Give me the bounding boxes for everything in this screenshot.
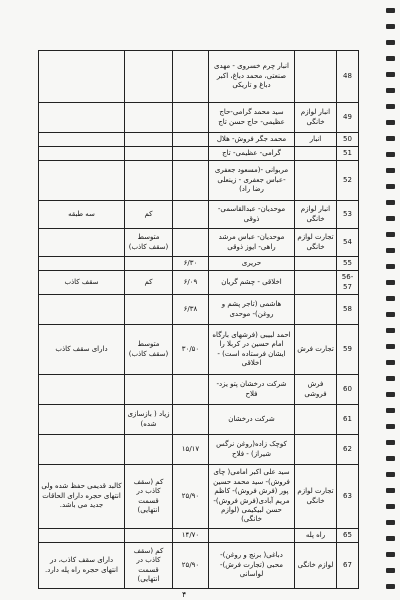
table-row [39,271,359,295]
owner-cell: موحدیان- عباس مرشد راهی- ایوز ذوقی [209,229,295,257]
description-cell [39,161,125,201]
ceiling-cell [125,529,173,543]
ceiling-cell [125,103,173,133]
table-row [39,229,359,257]
place-cell: تجارت فرش [295,325,337,375]
table-row [39,543,359,589]
owner-cell: موحدیان- عبدالقاسمی- ذوقی [209,201,295,229]
table-row [39,295,359,325]
ceiling-cell: کم [125,201,173,229]
owner-cell: دباغی( برنج و روغن)- محبی (تجارت فرش)- لواسانی [209,543,295,589]
place-cell: تجارت لوازم خانگی [295,465,337,529]
shops-table [38,50,359,589]
row-number: 50 [337,133,359,147]
description-cell: دارای سقف کاذب، در انتهای حجره راه پله دارد. [39,543,125,589]
table-row [39,435,359,465]
table-body [39,51,359,589]
place-cell [295,271,337,295]
ceiling-cell [125,295,173,325]
table-row [39,51,359,103]
ceiling-cell [125,257,173,271]
place-cell: فرش فروشی [295,375,337,405]
dimension-cell [173,103,209,133]
row-number: 67 [337,543,359,589]
ceiling-cell [125,51,173,103]
place-cell: لوازم خانگی [295,543,337,589]
row-number: 53 [337,201,359,229]
description-cell [39,435,125,465]
owner-cell: محمد جگر فروش- هلال [209,133,295,147]
place-cell [295,405,337,435]
owner-cell: هاشمی (تاجر پشم و روغن)- موحدی [209,295,295,325]
ceiling-cell [125,375,173,405]
owner-cell: سید محمد گرامی-حاج عظیمی- حاج حسن تاج [209,103,295,133]
description-cell: کالبد قدیمی حفظ شده ولی انتهای حجره دارای الحاقات جدید می باشد. [39,465,125,529]
table-row [39,257,359,271]
ceiling-cell: کم (سقف کاذب در قسمت انتهایی) [125,465,173,529]
row-number: 48 [337,51,359,103]
table-row [39,133,359,147]
ceiling-cell [125,161,173,201]
dimension-cell: ۱۵/۱۷ [173,435,209,465]
table-row [39,147,359,161]
document-page [20,40,360,599]
description-cell: دارای سقف کاذب [39,325,125,375]
row-number: 63 [337,465,359,529]
dimension-cell [173,147,209,161]
table-row [39,161,359,201]
page-number: ۴ [182,590,187,599]
table-row [39,375,359,405]
owner-cell: انبار چرم خسروی - مهدی صنعتی، محمد دباغ، اکبر دباغ و تاریکی [209,51,295,103]
description-cell [39,51,125,103]
row-number: 58 [337,295,359,325]
description-cell [39,229,125,257]
dimension-cell: ۶/۳۸ [173,295,209,325]
place-cell [295,51,337,103]
ceiling-cell: زیاد ( بازسازی شده) [125,405,173,435]
ceiling-cell [125,133,173,147]
row-number: 51 [337,147,359,161]
owner-cell: سید علی اکبر امامی( چای فروش)- سید محمد حسین پور (فرش فروش)- کاظم مریم آبادی(فرش فروش)- حسن لبیکیمی (لوازم خانگی) [209,465,295,529]
owner-cell: کوچک زاده(روغن نرگس شیراز) - فلاح [209,435,295,465]
owner-cell: اخلاقی - چشم گریان [209,271,295,295]
dimension-cell [173,133,209,147]
table-row [39,465,359,529]
spiral-binding [380,0,400,600]
description-cell: سقف کاذب [39,271,125,295]
table-row [39,201,359,229]
owner-cell: حریری [209,257,295,271]
place-cell: راه پله [295,529,337,543]
dimension-cell: ۶/۰۹ [173,271,209,295]
place-cell [295,435,337,465]
description-cell [39,133,125,147]
place-cell: انبار لوازم خانگی [295,201,337,229]
ceiling-cell [125,147,173,161]
description-cell [39,257,125,271]
place-cell: انبار [295,133,337,147]
row-number: 55 [337,257,359,271]
row-number: 62 [337,435,359,465]
ceiling-cell: متوسط (سقف کاذب) [125,229,173,257]
dimension-cell [173,51,209,103]
owner-cell: احمد لبیبی (فرشهای بارگاه امام حسین در کربلا را ایشان فرستاده است) - اخلاقی [209,325,295,375]
dimension-cell [173,161,209,201]
row-number: 59 [337,325,359,375]
table-row [39,103,359,133]
description-cell: سه طبقه [39,201,125,229]
description-cell [39,405,125,435]
owner-cell: گرامی- عظیمی- تاج [209,147,295,161]
dimension-cell: ۳۰/۵۰ [173,325,209,375]
dimension-cell: ۲۵/۹۰ [173,465,209,529]
place-cell: تجارت لوازم خانگی [295,229,337,257]
owner-cell [209,529,295,543]
owner-cell: مربوانی -(مسعود جعفری -عباس جعفری - زینعلی رضا راد) [209,161,295,201]
dimension-cell [173,229,209,257]
ceiling-cell: کم [125,271,173,295]
place-cell [295,147,337,161]
dimension-cell [173,375,209,405]
dimension-cell: ۲۵/۹۰ [173,543,209,589]
place-cell [295,161,337,201]
description-cell [39,103,125,133]
description-cell [39,295,125,325]
place-cell: انبار لوازم خانگی [295,103,337,133]
table-row [39,405,359,435]
row-number: 49 [337,103,359,133]
dimension-cell [173,201,209,229]
description-cell [39,375,125,405]
row-number: 56-57 [337,271,359,295]
row-number: 60 [337,375,359,405]
dimension-cell [173,405,209,435]
description-cell [39,529,125,543]
row-number: 65 [337,529,359,543]
row-number: 52 [337,161,359,201]
table-row [39,529,359,543]
place-cell [295,295,337,325]
ceiling-cell: متوسط (سقف کاذب) [125,325,173,375]
ceiling-cell: کم (سقف کاذب در قسمت انتهایی) [125,543,173,589]
owner-cell: شرکت درخشان پتو یزد- فلاح [209,375,295,405]
owner-cell: شرکت درخشان [209,405,295,435]
dimension-cell: ۶/۳۰ [173,257,209,271]
table-row [39,325,359,375]
ceiling-cell [125,435,173,465]
description-cell [39,147,125,161]
dimension-cell: ۱۴/۷۰ [173,529,209,543]
row-number: 61 [337,405,359,435]
row-number: 54 [337,229,359,257]
place-cell [295,257,337,271]
